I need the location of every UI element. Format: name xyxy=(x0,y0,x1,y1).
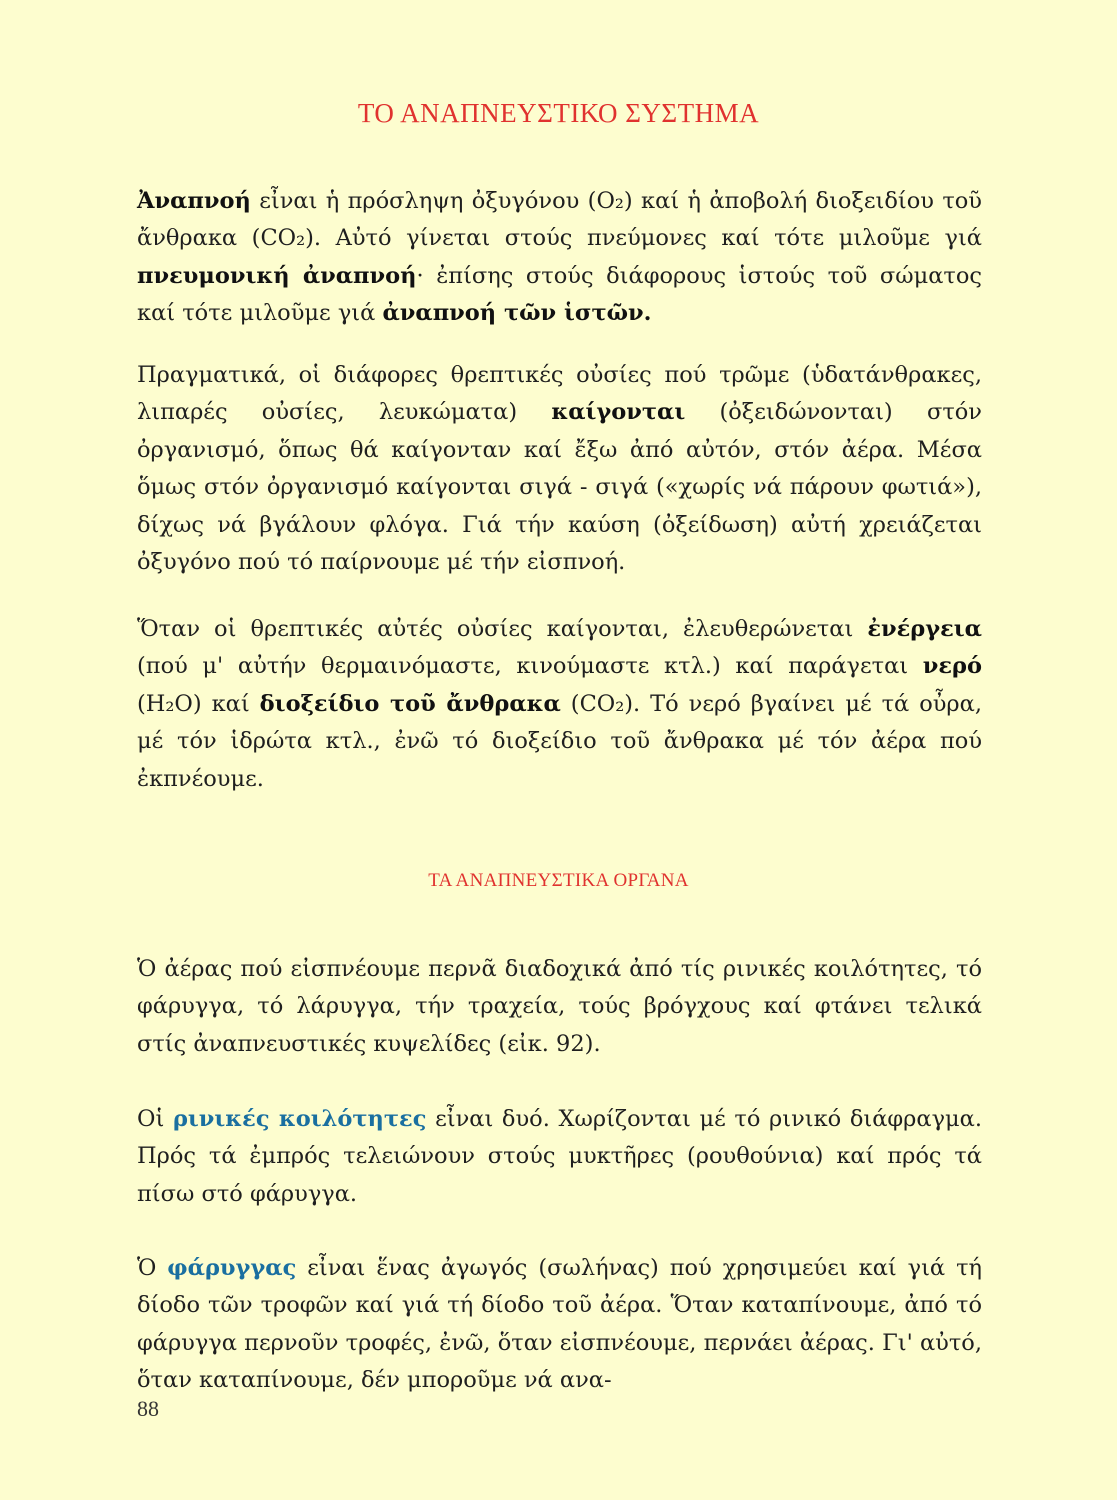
paragraph-text: · ἐπίσης στούς διάφορους ἱστούς τοῦ σώματος καί τότε μιλοῦμε γιά xyxy=(137,262,982,326)
term-water: νερό xyxy=(922,653,982,679)
paragraph-text: (πού μ' αὐτήν θερμαινόμαστε, κινούμαστε κτλ.) καί παράγεται xyxy=(137,653,923,679)
term-tissue-respiration: ἀναπνοή τῶν ἱστῶν. xyxy=(382,300,652,326)
paragraph-text: (ὀξειδώνονται) στόν ὀργανισμό, ὅπως θά καίγονταν καί ἔξω ἀπό αὐτόν, στόν ἀέρα. Μέσα ὅμως στόν ὀργανισμό καίγονται σιγά - σιγά («χωρίς νά πάρουν φωτιά»), δίχως νά βγάλουν φλόγα. Γιά τήν καύση (ὀξείδωση) αὐτή χρειάζεται ὀξυγόνο πού τό παίρνουμε μέ τήν εἰσπνοή. xyxy=(137,399,982,575)
paragraph-text: (H₂O) καί xyxy=(137,690,260,717)
page-number: 88 xyxy=(137,1396,159,1421)
term-respiration: Ἀναπνοή xyxy=(137,187,251,214)
term-energy: ἐνέργεια xyxy=(867,615,982,642)
term-pharynx: φάρυγγας xyxy=(167,1254,297,1281)
term-burned: καίγονται xyxy=(551,399,686,425)
paragraph-text: εἶναι ἕνας ἀγωγός (σωλήνας) πού χρησιμεύει καί γιά τή δίοδο τῶν τροφῶν καί γιά τή δίοδο τοῦ ἀέρα. Ὅταν καταπίνουμε, ἀπό τό φάρυγγα περνοῦν τροφές, ἐνῶ, ὅταν εἰσπνέουμε, περνάει ἀέρας. Γι' αὐτό, ὅταν καταπίνουμε, δέν μποροῦμε νά ανα- xyxy=(137,1254,982,1393)
paragraph-combustion xyxy=(137,357,982,582)
term-nasal-cavities: ρινικές κοιλότητες xyxy=(172,1105,427,1132)
paragraph-text: Οἱ xyxy=(137,1105,173,1132)
paragraph-text: εἶναι δυό. Χωρίζονται μέ τό ρινικό διάφραγμα. Πρός τά ἐμπρός τελειώνουν στούς μυκτῆρες (ρουθούνια) καί πρός τά πίσω στό φάρυγγα. xyxy=(137,1105,983,1207)
paragraph-text: (CO₂). Τό νερό βγαίνει μέ τά οὖρα, μέ τόν ἱδρώτα κτλ., ἐνῶ τό διοξείδιο τοῦ ἄνθρακα μέ τόν ἀέρα πού ἐκπνέουμε. xyxy=(137,690,983,792)
paragraph-respiration-definition xyxy=(137,183,982,333)
term-pulmonary-respiration: πνευμονική ἀναπνοή xyxy=(137,262,417,289)
page-title: ΤΟ ΑΝΑΠΝΕΥΣΤΙΚΟ ΣΥΣΤΗΜΑ xyxy=(357,98,760,128)
paragraph-text: Ὅταν οἱ θρεπτικές αὐτές οὐσίες καίγονται, ἐλευθερώνεται xyxy=(137,615,868,642)
paragraph-text: Πραγματικά, οἱ διάφορες θρεπτικές οὐσίες πού τρῶμε (ὑδατάνθρακες, λιπαρές οὐσίες, λευκώματα) xyxy=(137,361,982,425)
paragraph-text: εἶναι ἡ πρόσληψη ὀξυγόνου (O₂) καί ἡ ἀποβολή διοξειδίου τοῦ ἄνθρακα (CO₂). Αὐτό γίνεται στούς πνεύμονες καί τότε μιλοῦμε γιά xyxy=(137,187,982,251)
term-carbon-dioxide: διοξείδιο τοῦ ἄνθρακα xyxy=(259,690,561,717)
paragraph-nasal-cavities xyxy=(137,1101,982,1214)
paragraph-airway-path xyxy=(137,951,982,1064)
paragraph-energy xyxy=(137,611,982,799)
section-title: ΤΑ ΑΝΑΠΝΕΥΣΤΙΚΑ ΟΡΓΑΝΑ xyxy=(428,870,689,891)
paragraph-text: Ὁ ἀέρας πού εἰσπνέουμε περνᾶ διαδοχικά ἀπό τίς ρινικές κοιλότητες, τό φάρυγγα, τό λάρυγγα, τήν τραχεία, τούς βρόγχους καί φτάνει τελικά στίς ἀναπνευστικές κυψελίδες (εἰκ. 92). xyxy=(137,955,982,1057)
paragraph-text: Ὁ xyxy=(137,1254,168,1281)
paragraph-pharynx xyxy=(137,1250,982,1400)
